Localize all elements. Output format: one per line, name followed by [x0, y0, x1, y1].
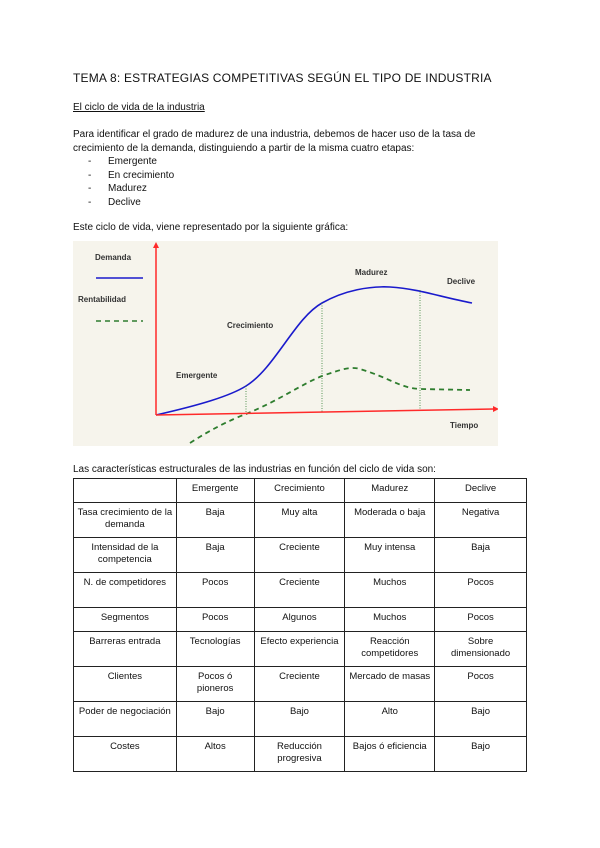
x-axis-label: Tiempo: [450, 421, 479, 430]
table-cell: Moderada o baja: [345, 503, 435, 538]
table-row: [74, 737, 527, 772]
table-cell: Muchos: [345, 608, 435, 632]
table-row: [74, 573, 527, 608]
phase-label: Crecimiento: [227, 321, 274, 330]
header-cell: Emergente: [176, 479, 254, 503]
table-cell: Pocos ó pioneros: [176, 667, 254, 702]
table-intro: Las características estructurales de las industrias en función del ciclo de vida son:: [73, 464, 436, 475]
table-cell: Muy intensa: [345, 538, 435, 573]
table-header-row: [74, 479, 527, 503]
table-cell: Pocos: [176, 573, 254, 608]
row-label-cell: Poder de negociación: [74, 702, 177, 737]
section-heading: El ciclo de vida de la industria: [73, 102, 205, 113]
header-cell: Madurez: [345, 479, 435, 503]
table-row: [74, 503, 527, 538]
profitability-curve: [190, 368, 470, 443]
table-row: [74, 608, 527, 632]
table-cell: Pocos: [435, 667, 527, 702]
table-row: [74, 538, 527, 573]
table-cell: Negativa: [435, 503, 527, 538]
table-cell: Bajo: [435, 737, 527, 772]
chart-intro: Este ciclo de vida, viene representado por la siguiente gráfica:: [73, 222, 349, 233]
table-cell: Bajo: [254, 702, 345, 737]
chart-svg: [73, 241, 498, 446]
table-cell: Mercado de masas: [345, 667, 435, 702]
y-axis-arrow: [153, 242, 159, 248]
row-label-cell: Costes: [74, 737, 177, 772]
life-cycle-chart: [73, 241, 498, 446]
table-cell: Creciente: [254, 538, 345, 573]
table-cell: Pocos: [176, 608, 254, 632]
table-cell: Reacción competidores: [345, 632, 435, 667]
x-axis: [156, 409, 494, 415]
row-label-cell: Intensidad de la competencia: [74, 538, 177, 573]
list-item: - Madurez: [88, 182, 174, 196]
row-label-cell: N. de competidores: [74, 573, 177, 608]
table-cell: Sobre dimensionado: [435, 632, 527, 667]
table-row: [74, 667, 527, 702]
legend-profitability-label: Rentabilidad: [78, 295, 127, 304]
row-label-cell: Barreras entrada: [74, 632, 177, 667]
table-cell: Pocos: [435, 608, 527, 632]
legend-demand-label: Demanda: [95, 253, 132, 262]
list-item: - Declive: [88, 196, 174, 210]
table-cell: Tecnologías: [176, 632, 254, 667]
table-cell: Bajos ó eficiencia: [345, 737, 435, 772]
table-row: [74, 702, 527, 737]
table-cell: Efecto experiencia: [254, 632, 345, 667]
row-label-cell: Clientes: [74, 667, 177, 702]
list-item: - En crecimiento: [88, 169, 174, 183]
table-cell: Creciente: [254, 667, 345, 702]
table-cell: Baja: [176, 503, 254, 538]
characteristics-table: [73, 478, 527, 772]
phase-label: Madurez: [355, 268, 388, 277]
header-cell: Declive: [435, 479, 527, 503]
table-cell: Creciente: [254, 573, 345, 608]
table-cell: Bajo: [435, 702, 527, 737]
table-row: [74, 632, 527, 667]
table-cell: Algunos: [254, 608, 345, 632]
list-item: - Emergente: [88, 155, 174, 169]
phase-label: Emergente: [176, 371, 218, 380]
table-cell: Alto: [345, 702, 435, 737]
table-cell: Bajo: [176, 702, 254, 737]
header-cell: Crecimiento: [254, 479, 345, 503]
intro-paragraph: Para identificar el grado de madurez de una industria, debemos de hacer uso de la tasa de crecimiento de la demanda, distinguiendo a partir de la misma cuatro etapas:: [73, 129, 476, 154]
row-label-cell: Tasa crecimiento de la demanda: [74, 503, 177, 538]
x-axis-arrow: [493, 406, 498, 412]
table-cell: Altos: [176, 737, 254, 772]
table-cell: Muchos: [345, 573, 435, 608]
table-cell: Baja: [435, 538, 527, 573]
header-cell: [74, 479, 177, 503]
table-cell: Baja: [176, 538, 254, 573]
stage-list: [88, 155, 174, 209]
page-title: TEMA 8: ESTRATEGIAS COMPETITIVAS SEGÚN EL TIPO DE INDUSTRIA: [73, 71, 492, 85]
table-cell: Reducción progresiva: [254, 737, 345, 772]
demand-curve: [156, 287, 472, 415]
table-cell: Pocos: [435, 573, 527, 608]
phase-label: Declive: [447, 277, 476, 286]
table-cell: Muy alta: [254, 503, 345, 538]
row-label-cell: Segmentos: [74, 608, 177, 632]
